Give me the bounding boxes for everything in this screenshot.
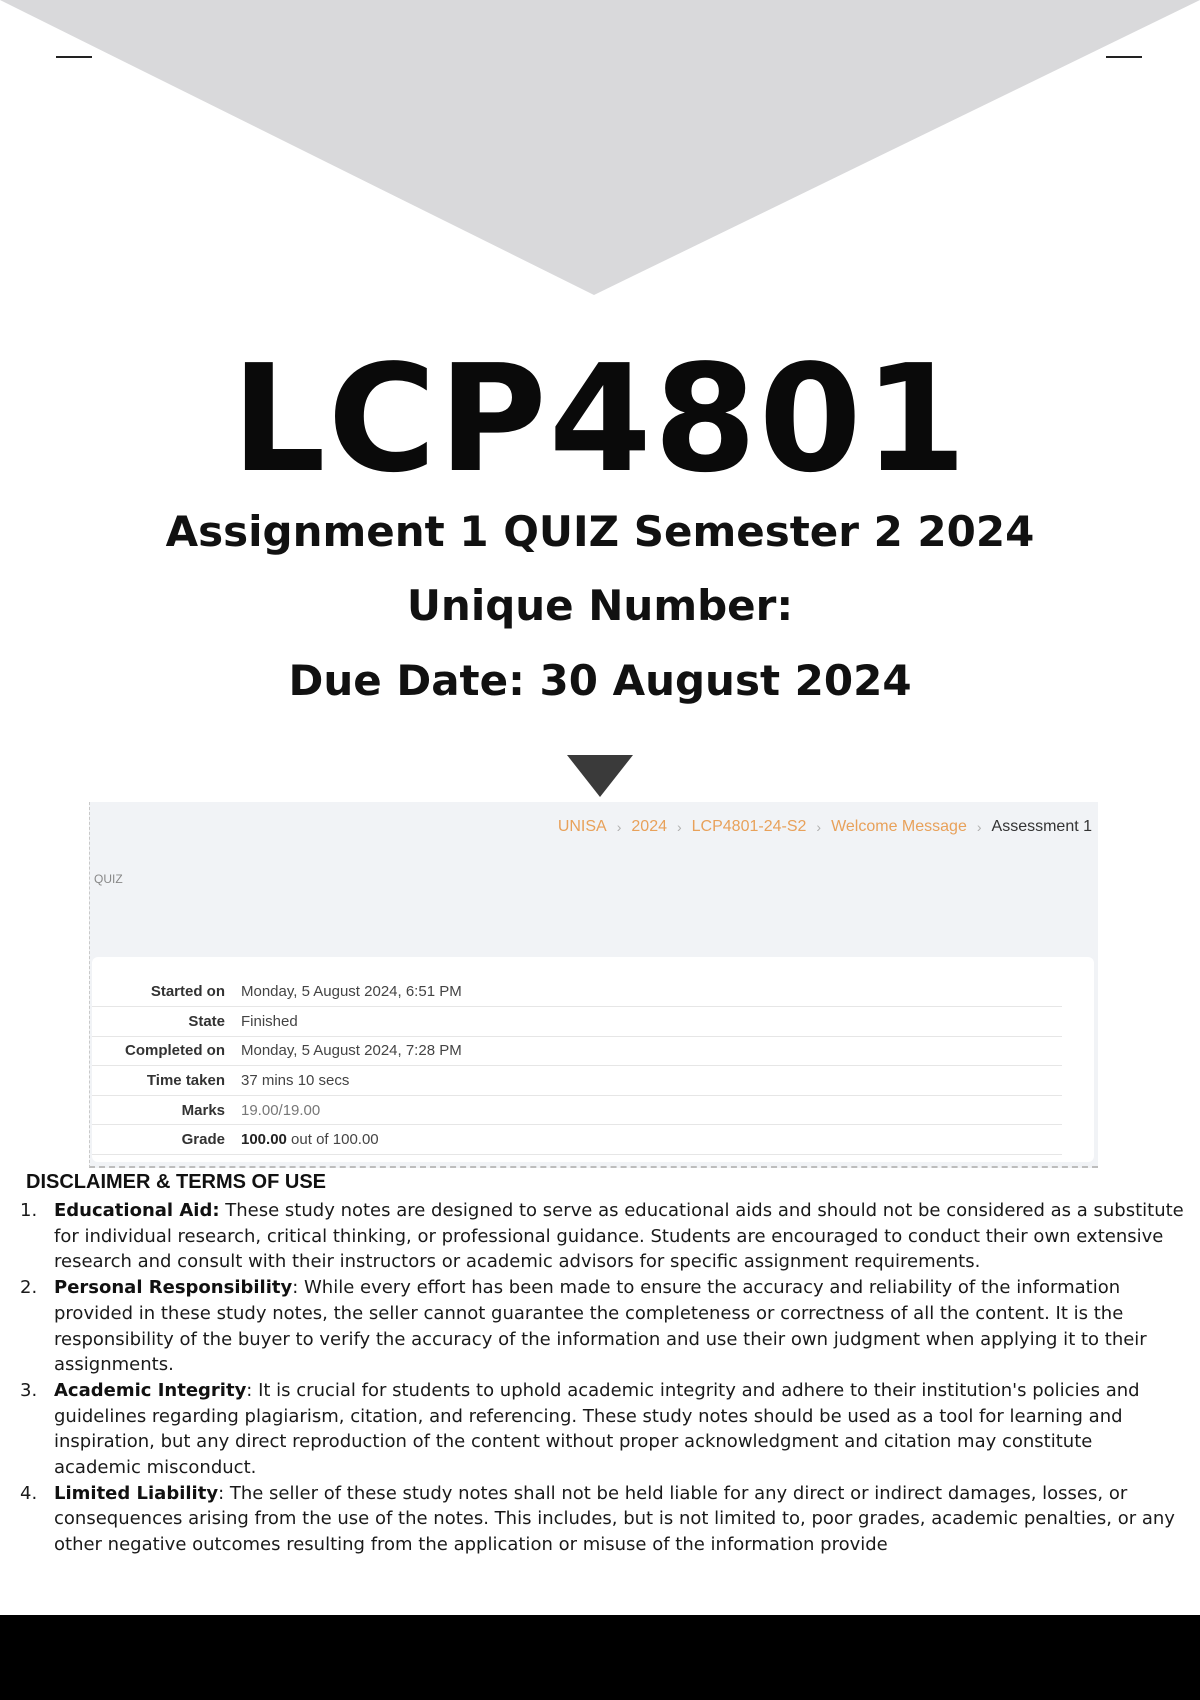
header-chevron-banner: [0, 0, 1200, 300]
grade-score: 100.00: [241, 1131, 287, 1149]
table-row: [92, 1125, 1062, 1155]
row-label: Completed on: [125, 1042, 225, 1060]
row-value: [235, 1125, 1062, 1155]
row-value: Finished: [241, 1012, 298, 1030]
row-value: 19.00/19.00: [241, 1101, 321, 1119]
item-title: Educational Aid:: [54, 1200, 220, 1221]
item-text: These study notes are designed to serve as educational aids and should not be considered as a substitute for individual research, critical thinking, or professional guidance. Students are encouraged to conduct their own extensive research and consult with their instructors or academic advisors for specific assignment requirements.: [54, 1200, 1184, 1273]
row-label: Grade: [181, 1131, 225, 1149]
breadcrumb: [558, 818, 1092, 836]
quiz-label: QUIZ: [94, 872, 123, 886]
row-label: State: [188, 1012, 225, 1030]
table-row: [92, 1007, 1062, 1037]
quiz-result-screenshot: [89, 802, 1098, 1168]
table-row: [92, 1095, 1062, 1125]
attempt-summary-card: [92, 957, 1094, 1162]
left-edge-line: [56, 56, 92, 58]
table-row: [92, 1036, 1062, 1066]
breadcrumb-link-unisa[interactable]: UNISA: [557, 818, 607, 835]
due-date: Due Date: 30 August 2024: [288, 656, 912, 705]
item-number: 1.: [20, 1200, 38, 1221]
chevron-right-icon: ›: [816, 819, 822, 835]
attempt-summary-table: [92, 977, 1062, 1155]
chevron-right-icon: ›: [616, 819, 622, 835]
right-edge-line: [1106, 56, 1142, 58]
disclaimer-title: DISCLAIMER & TERMS OF USE: [26, 1171, 327, 1193]
item-text: : It is crucial for students to uphold academic integrity and adhere to their institution's policies and guidelines regarding plagiarism, citation, and referencing. These study notes should be used as a tool for learning and inspiration, but any direct reproduction of the content without proper acknowledgment and citation may constitute academic misconduct.: [54, 1379, 1140, 1479]
row-label: Marks: [181, 1101, 225, 1119]
footer-bar: [0, 1615, 1200, 1700]
row-label: Time taken: [146, 1072, 225, 1090]
breadcrumb-link-year[interactable]: 2024: [631, 818, 667, 835]
item-number: 4.: [20, 1482, 38, 1504]
row-label: Started on: [150, 983, 225, 1001]
disclaimer-list: [16, 1198, 1184, 1558]
grade-out-of: out of 100.00: [286, 1131, 379, 1149]
table-row: [92, 977, 1062, 1007]
row-value: 37 mins 10 secs: [241, 1072, 350, 1090]
assignment-title: Assignment 1 QUIZ Semester 2 2024: [165, 507, 1035, 556]
breadcrumb-link-course[interactable]: LCP4801-24-S2: [691, 818, 807, 835]
list-item: [16, 1275, 1184, 1378]
unique-number: Unique Number:: [406, 581, 794, 630]
item-number: 3.: [20, 1379, 38, 1401]
item-text: : The seller of these study notes shall not be held liable for any direct or indirect damages, losses, or consequences arising from the use of the notes. This includes, but is not limited to, poor grades, academic penalties, or any other negative outcomes resulting from the application or misuse of the information provide: [54, 1482, 1175, 1556]
list-item: [16, 1378, 1184, 1481]
course-code: LCP4801: [231, 333, 969, 505]
row-value: Monday, 5 August 2024, 6:51 PM: [241, 983, 462, 1001]
breadcrumb-link-welcome[interactable]: Welcome Message: [831, 818, 967, 835]
item-title: Personal Responsibility: [54, 1277, 293, 1299]
list-item: [16, 1481, 1184, 1558]
item-title: Limited Liability: [54, 1482, 219, 1504]
down-triangle-icon: [567, 755, 633, 797]
item-title: Academic Integrity: [54, 1379, 247, 1401]
chevron-right-icon: ›: [976, 819, 982, 835]
item-number: 2.: [20, 1277, 38, 1299]
row-value: Monday, 5 August 2024, 7:28 PM: [241, 1042, 462, 1060]
chevron-right-icon: ›: [676, 819, 682, 835]
list-item: [16, 1198, 1184, 1275]
breadcrumb-current: Assessment 1: [991, 818, 1092, 835]
item-text: : While every effort has been made to ensure the accuracy and reliability of the information provided in these study notes, the seller cannot guarantee the completeness or correctness of all the content. It is the responsibility of the buyer to verify the accuracy of the information and use their own judgment when applying it to their assignments.: [54, 1277, 1147, 1376]
table-row: [92, 1066, 1062, 1096]
